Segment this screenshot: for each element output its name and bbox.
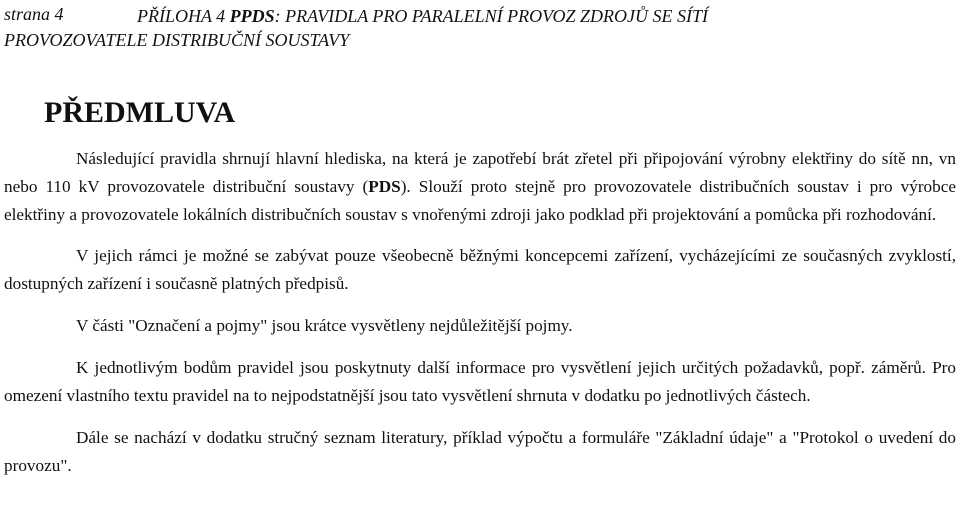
paragraph-explanations: K jednotlivým bodům pravidel jsou poskytnuty další informace pro vysvětlení jejich určitých požadavků, popř. záměrů. Pro omezení vlastního textu pravidel na to nejpodstatnější jsou tato vysvětlení shrnuta v dodatku po jednotlivých částech. [4, 358, 956, 405]
header-title-prefix: PŘÍLOHA 4 [137, 6, 230, 26]
paragraph-scope: V jejich rámci je možné se zabývat pouze všeobecně běžnými koncepcemi zařízení, vycházejícími ze současných zvyklostí, dostupných zařízení i současně platných předpisů. [4, 246, 956, 293]
paragraph-intro [4, 145, 956, 229]
body-text [4, 145, 956, 494]
header-title-abbreviation: PPDS [229, 6, 275, 26]
document-header-title [4, 4, 834, 52]
pds-abbreviation: PDS [368, 177, 401, 196]
paragraph-terms: V části "Označení a pojmy" jsou krátce vysvětleny nejdůležitější pojmy. [76, 316, 573, 335]
paragraph-intro-start: Následující pravidla shrnují hlavní hlediska, na která je zapotřebí brát zřetel při připojování výrobny elektřiny do sítě nn, vn nebo 110 kV provozovatele distribuční soustavy ( [4, 149, 956, 196]
section-title: PŘEDMLUVA [44, 96, 236, 129]
page-number: strana 4 [4, 4, 64, 24]
paragraph-intro-end: ). Slouží proto stejně pro provozovatele distribučních soustav i pro výrobce elektřiny a provozovatele lokálních distribučních soustav s vnořenými zdroji jako podklad při projektování a pomůcka při rozhodování. [4, 177, 956, 224]
paragraph-appendix: Dále se nachází v dodatku stručný seznam literatury, příklad výpočtu a formuláře "Základní údaje" a "Protokol o uvedení do provozu". [4, 428, 956, 475]
header-title-suffix: : PRAVIDLA PRO PARALELNÍ PROVOZ ZDROJŮ SE SÍTÍ PROVOZOVATELE DISTRIBUČNÍ SOUSTAVY [4, 6, 709, 50]
